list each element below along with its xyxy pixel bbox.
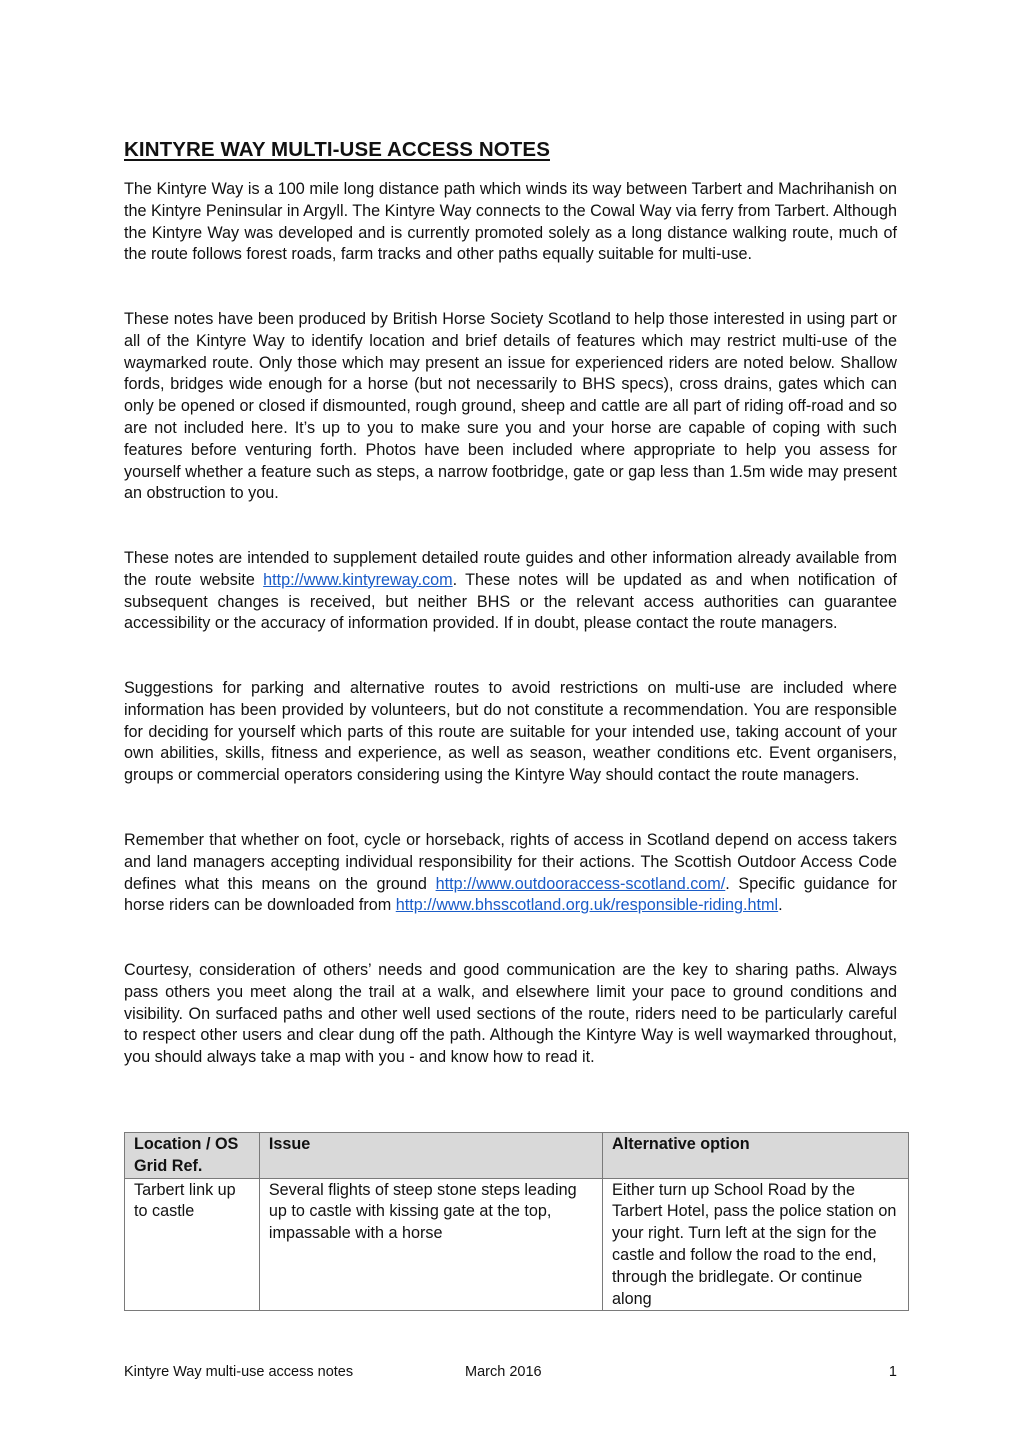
table-row: [125, 1178, 909, 1311]
table-header-row: [125, 1133, 909, 1179]
paragraph-suggestions: Suggestions for parking and alternative routes to avoid restrictions on multi-use are included where information has been provided by volunteers, but do not constitute a recommendation. You are responsible for deciding for yourself which parts of this route are suitable for your intended use, taking account of your own abilities, skills, fitness and experience, as well as season, weather conditions etc. Event organisers, groups or commercial operators considering using the Kintyre Way should contact the route managers.: [124, 679, 897, 785]
header-issue: Issue: [259, 1133, 602, 1179]
paragraph-purpose: These notes have been produced by British Horse Society Scotland to help those interested in using part or all of the Kintyre Way to identify location and brief details of features which may restrict multi-use of the waymarked route. Only those which may present an issue for experienced riders are noted below. Shallow fords, bridges wide enough for a horse (but not necessarily to BHS specs), cross drains, gates which can only be opened or closed if dismounted, rough ground, sheep and cattle are all part of riding off-road and so are not included here. It’s up to you to make sure you and your horse are capable of coping with such features before venturing forth. Photos have been included where appropriate to help you assess for yourself whether a feature such as steps, a narrow footbridge, gate or gap less than 1.5m wide may present an obstruction to you.: [124, 310, 897, 503]
access-notes-table: [124, 1132, 909, 1311]
header-location: Location / OS Grid Ref.: [125, 1133, 260, 1179]
text-segment: . These notes will be updated as and when notification of subsequent changes is received, but neither BHS or the relevant access authorities can guarantee accessibility or the accuracy of information provided. If in doubt, please contact the route managers.: [124, 570, 897, 633]
text-segment: .: [778, 896, 783, 915]
text-segment: Remember that whether on foot, cycle or horseback, rights of access in Scotland depend on access takers and land managers accepting individual responsibility for their actions. The Scottish Outdoor Access Code defines what this means on the ground: [124, 831, 897, 893]
cell-issue: Several flights of steep stone steps leading up to castle with kissing gate at the top, impassable with a horse: [259, 1178, 602, 1311]
paragraph-courtesy: Courtesy, consideration of others’ needs and good communication are the key to sharing paths. Always pass others you meet along the trail at a walk, and elsewhere limit your pace to ground conditions and visibility. On surfaced paths and other well used sections of the route, riders need to be particularly careful to respect other users and clear dung off the path. Although the Kintyre Way is well waymarked throughout, you should always take a map with you - and know how to read it.: [124, 961, 897, 1067]
footer-title: Kintyre Way multi-use access notes: [124, 1364, 354, 1380]
page-number: 1: [888, 1364, 897, 1380]
header-alternative: Alternative option: [603, 1133, 909, 1179]
responsible-riding-link[interactable]: http://www.bhsscotland.org.uk/responsible-riding.html: [395, 896, 779, 915]
paragraph-access-rights: [124, 830, 897, 917]
page-title: KINTYRE WAY MULTI-USE ACCESS NOTES: [124, 137, 550, 161]
kintyreway-link[interactable]: http://www.kintyreway.com: [263, 570, 453, 589]
cell-location: Tarbert link up to castle: [125, 1178, 260, 1311]
text-segment: These notes are intended to supplement detailed route guides and other information already available from the route website: [124, 549, 897, 589]
cell-alternative: Either turn up School Road by the Tarbert Hotel, pass the police station on your right. Turn left at the sign for the castle and follow the road to the end, through the bridlegate. Or continue along: [603, 1178, 909, 1311]
text-segment: . Specific guidance for horse riders can be downloaded from: [124, 874, 897, 915]
paragraph-intro: The Kintyre Way is a 100 mile long distance path which winds its way between Tarbert and Machrihanish on the Kintyre Peninsular in Argyll. The Kintyre Way connects to the Cowal Way via ferry from Tarbert. Although the Kintyre Way was developed and is currently promoted solely as a long distance walking route, much of the route follows forest roads, farm tracks and other paths equally suitable for multi-use.: [124, 180, 897, 264]
footer-date: March 2016: [465, 1364, 542, 1380]
outdoor-access-link[interactable]: http://www.outdooraccess-scotland.com/: [435, 874, 726, 893]
paragraph-supplement: [124, 548, 897, 635]
